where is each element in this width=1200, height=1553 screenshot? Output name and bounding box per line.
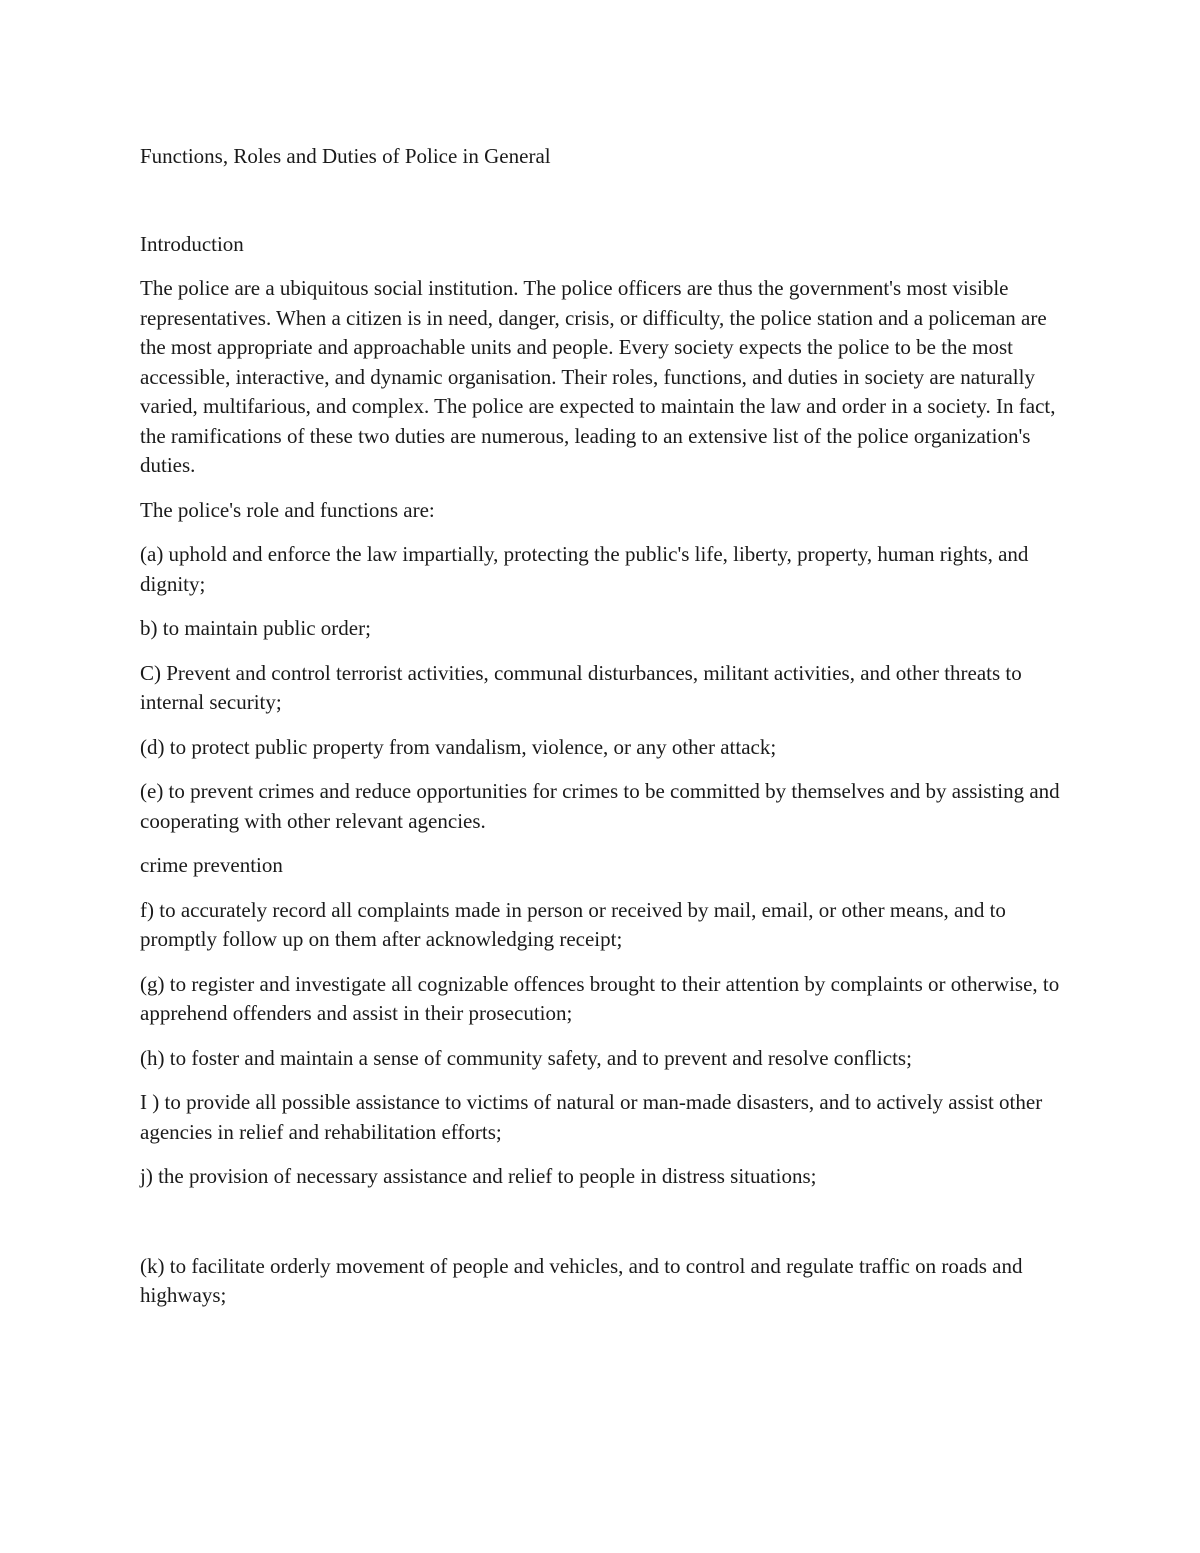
list-item-f: f) to accurately record all complaints made in person or received by mail, email, or other means, and to promptly follow up on them after acknowledging receipt;	[140, 897, 1006, 951]
document-title: Functions, Roles and Duties of Police in General	[140, 144, 551, 168]
section-heading-introduction: Introduction	[140, 231, 244, 256]
list-item-a: (a) uphold and enforce the law impartially, protecting the public's life, liberty, property, human rights, and dignity;	[140, 542, 1029, 596]
document-body	[140, 142, 1060, 1326]
list-item-g: (g) to register and investigate all cognizable offences brought to their attention by complaints or otherwise, to apprehend offenders and assist in their prosecution;	[140, 971, 1060, 1025]
list-item-e: (e) to prevent crimes and reduce opportunities for crimes to be committed by themselves and by assisting and cooperating with other relevant agencies.	[140, 779, 1060, 833]
list-item-k: (k) to facilitate orderly movement of people and vehicles, and to control and regulate traffic on roads and highways;	[140, 1253, 1023, 1307]
list-item-i: I ) to provide all possible assistance to victims of natural or man-made disasters, and to actively assist other agencies in relief and rehabilitation efforts;	[140, 1090, 1043, 1144]
intro-paragraph: The police are a ubiquitous social institution. The police officers are thus the government's most visible representatives. When a citizen is in need, danger, crisis, or difficulty, the police station and a policeman are the most appropriate and approachable units and people. Every society expects the police to be the most accessible, interactive, and dynamic organisation. Their roles, functions, and duties in society are naturally varied, multifarious, and complex. The police are expected to maintain the law and order in a society. In fact, the ramifications of these two duties are numerous, leading to an extensive list of the police organization's duties.	[140, 276, 1056, 477]
list-intro: The police's role and functions are:	[140, 497, 435, 522]
list-item-h: (h) to foster and maintain a sense of community safety, and to prevent and resolve conflicts;	[140, 1045, 912, 1070]
list-item-b: b) to maintain public order;	[140, 616, 371, 640]
list-item-c: C) Prevent and control terrorist activities, communal disturbances, militant activities, and other threats to internal security;	[140, 660, 1022, 714]
subheading-crime-prevention: crime prevention	[140, 853, 283, 877]
list-item-j: j) the provision of necessary assistance and relief to people in distress situations;	[140, 1164, 817, 1188]
list-item-d: (d) to protect public property from vandalism, violence, or any other attack;	[140, 734, 777, 759]
